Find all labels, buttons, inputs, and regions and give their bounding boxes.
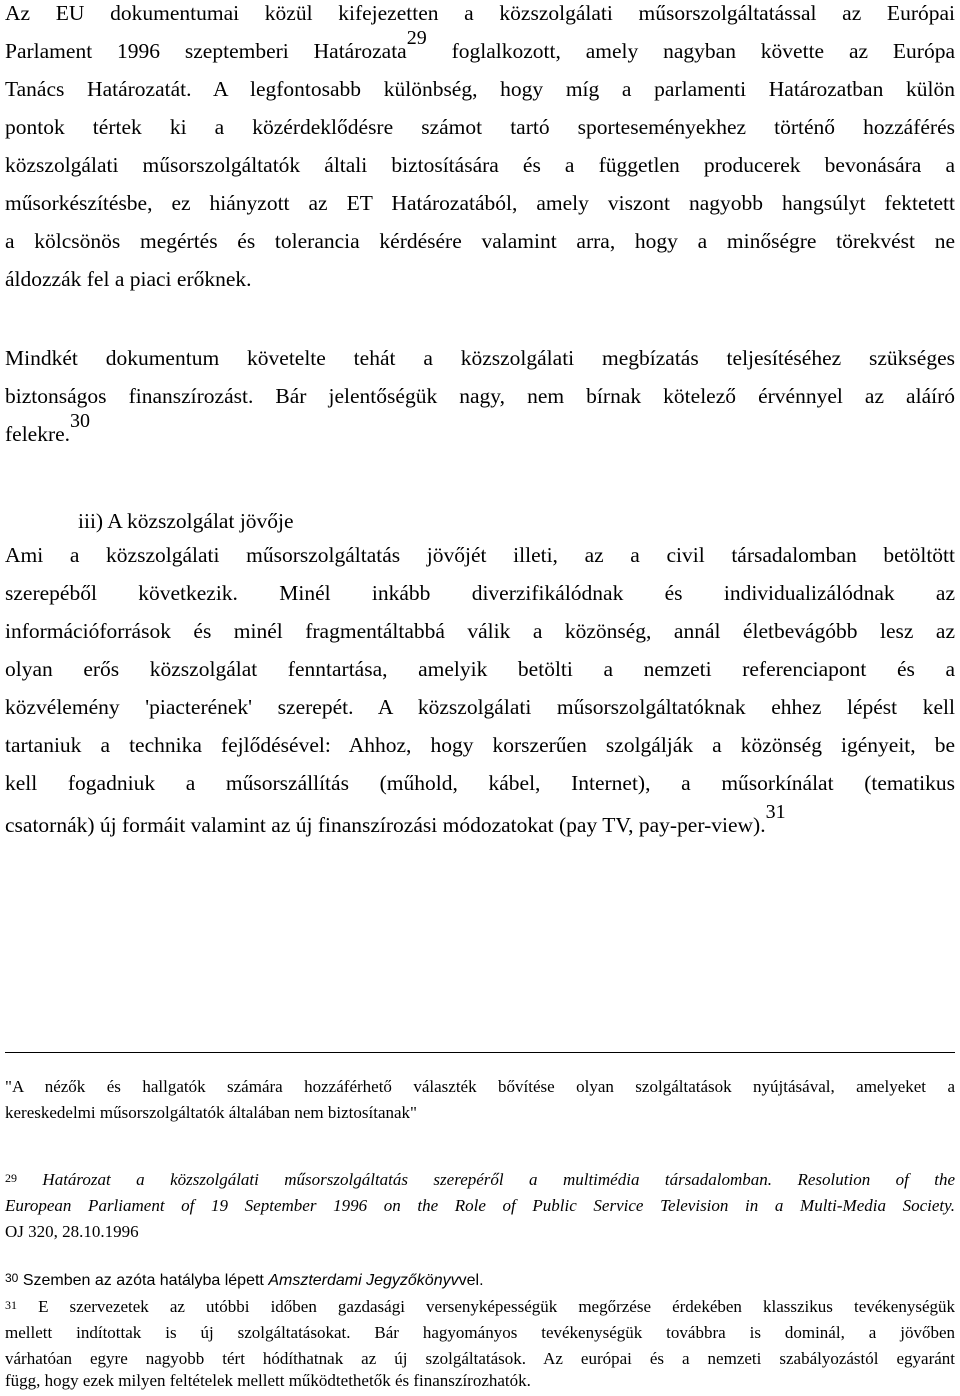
para3-text: csatornák) új formáit valamint az új finanszírozási módozatokat (pay TV, pay-per-view). bbox=[5, 813, 766, 837]
footnote-quote-line: "A nézők és hallgatók számára hozzáférhető választék bővítése olyan szolgáltatások nyújtásával, amelyeket a bbox=[5, 1077, 955, 1096]
para3-line bbox=[5, 801, 955, 844]
footnote-31 bbox=[5, 1294, 955, 1320]
footnote-31-line: várhatóan egyre nagyobb tért hódíthatnak az új szolgáltatások. Az európai és a nemzeti szabályozástól egyaránt bbox=[5, 1349, 955, 1368]
para2-line: Mindkét dokumentum követelte tehát a közszolgálati megbízatás teljesítéséhez szükséges bbox=[5, 346, 955, 370]
para1-line: Az EU dokumentumai közül kifejezetten a közszolgálati műsorszolgáltatással az Európai bbox=[5, 1, 955, 25]
para2-line bbox=[5, 410, 955, 453]
footnote-number: 29 bbox=[5, 1171, 17, 1185]
footnote-separator bbox=[5, 1052, 955, 1053]
para3-line: tartaniuk a technika fejlődésével: Ahhoz, hogy korszerűen szolgálják a közönség igényeit, be bbox=[5, 733, 955, 757]
footnote-29-line: OJ 320, 28.10.1996 bbox=[5, 1222, 139, 1241]
para3-line: Ami a közszolgálati műsorszolgáltatás jövőjét illeti, az a civil társadalomban betöltött bbox=[5, 543, 955, 567]
footnote-text: Szemben az azóta hatályba lépett bbox=[22, 1272, 269, 1289]
footnote-text: vel. bbox=[458, 1272, 484, 1289]
para3-line: olyan erős közszolgálat fenntartása, amelyik betölti a nemzeti referenciapont és a bbox=[5, 657, 955, 681]
footnote-ref-30[interactable]: 30 bbox=[70, 410, 91, 432]
footnote-30 bbox=[5, 1268, 955, 1294]
footnote-ref-29[interactable]: 29 bbox=[406, 27, 427, 49]
footnote-text: E szervezetek az utóbbi időben gazdasági versenyképességük megőrzése érdekében klasszikus tevékenységük bbox=[17, 1297, 955, 1316]
para1-line: a kölcsönös megértés és tolerancia kérdésére valamint arra, hogy a minőségre törekvést ne bbox=[5, 229, 955, 253]
para2-line: biztonságos finanszírozást. Bár jelentőségük nagy, nem bírnak kötelező érvénnyel az aláíró bbox=[5, 384, 955, 408]
para3-line: közvélemény 'piacterének' szerepét. A közszolgálati műsorszolgáltatóknak ehhez lépést kell bbox=[5, 695, 955, 719]
footnote-text: Határozat a közszolgálati műsorszolgáltatás szerepéről a multimédia társadalomban. Resolution of the bbox=[42, 1170, 956, 1189]
footnote-29 bbox=[5, 1167, 955, 1193]
footnote-text: European Parliament of 19 September 1996 on the Role of Public Service Television in a Multi-Media Society. bbox=[5, 1196, 955, 1215]
section-heading: iii) A közszolgálat jövője bbox=[78, 509, 294, 533]
para3-line: kell fogadniuk a műsorszállítás (műhold, kábel, Internet), a műsorkínálat (tematikus bbox=[5, 771, 955, 795]
footnote-31-line: mellett indítottak is új szolgáltatásokat. Bár hagyományos tevékenységük továbbra is dominál, a jövőben bbox=[5, 1323, 955, 1342]
para1-line: műsorkészítésbe, ez hiányzott az ET Határozatából, amely viszont nagyobb hangsúlyt fektetett bbox=[5, 191, 955, 215]
footnote-number: 31 bbox=[5, 1298, 17, 1312]
para1-line: Tanács Határozatát. A legfontosabb különbség, hogy míg a parlamenti Határozatban külön bbox=[5, 77, 955, 101]
footnote-29-line bbox=[5, 1193, 955, 1219]
para1-line: áldozzák fel a piaci erőknek. bbox=[5, 267, 252, 291]
para1-line: közszolgálati műsorszolgáltatók általi biztosítására és a független producerek bevonására a bbox=[5, 153, 955, 177]
footnote-number: 30 bbox=[5, 1271, 19, 1285]
para1-text: foglalkozott, amely nagyban követte az Európa bbox=[426, 39, 955, 63]
footnote-quote-line: kereskedelmi műsorszolgáltatók általában nem biztosítanak" bbox=[5, 1103, 417, 1122]
para3-line: információforrások és minél fragmentáltabbá válik a közönség, annál életbevágóbb lesz az bbox=[5, 619, 955, 643]
footnote-ref-31[interactable]: 31 bbox=[765, 801, 786, 823]
footnote-31-line: függ, hogy ezek milyen feltételek mellett működtethetők és finanszírozhatók. bbox=[5, 1371, 531, 1390]
footnote-italic-text: Amszterdami Jegyzőkönyv bbox=[268, 1272, 459, 1289]
para1-line bbox=[5, 27, 955, 70]
para2-text: felekre. bbox=[5, 422, 71, 446]
para1-text: Parlament 1996 szeptemberi Határozata bbox=[5, 39, 407, 63]
para3-line: szerepéből következik. Minél inkább diverzifikálódnak és individualizálódnak az bbox=[5, 581, 955, 605]
para1-line: pontok tértek ki a közérdeklődésre számot tartó sporteseményekhez történő hozzáférés bbox=[5, 115, 955, 139]
